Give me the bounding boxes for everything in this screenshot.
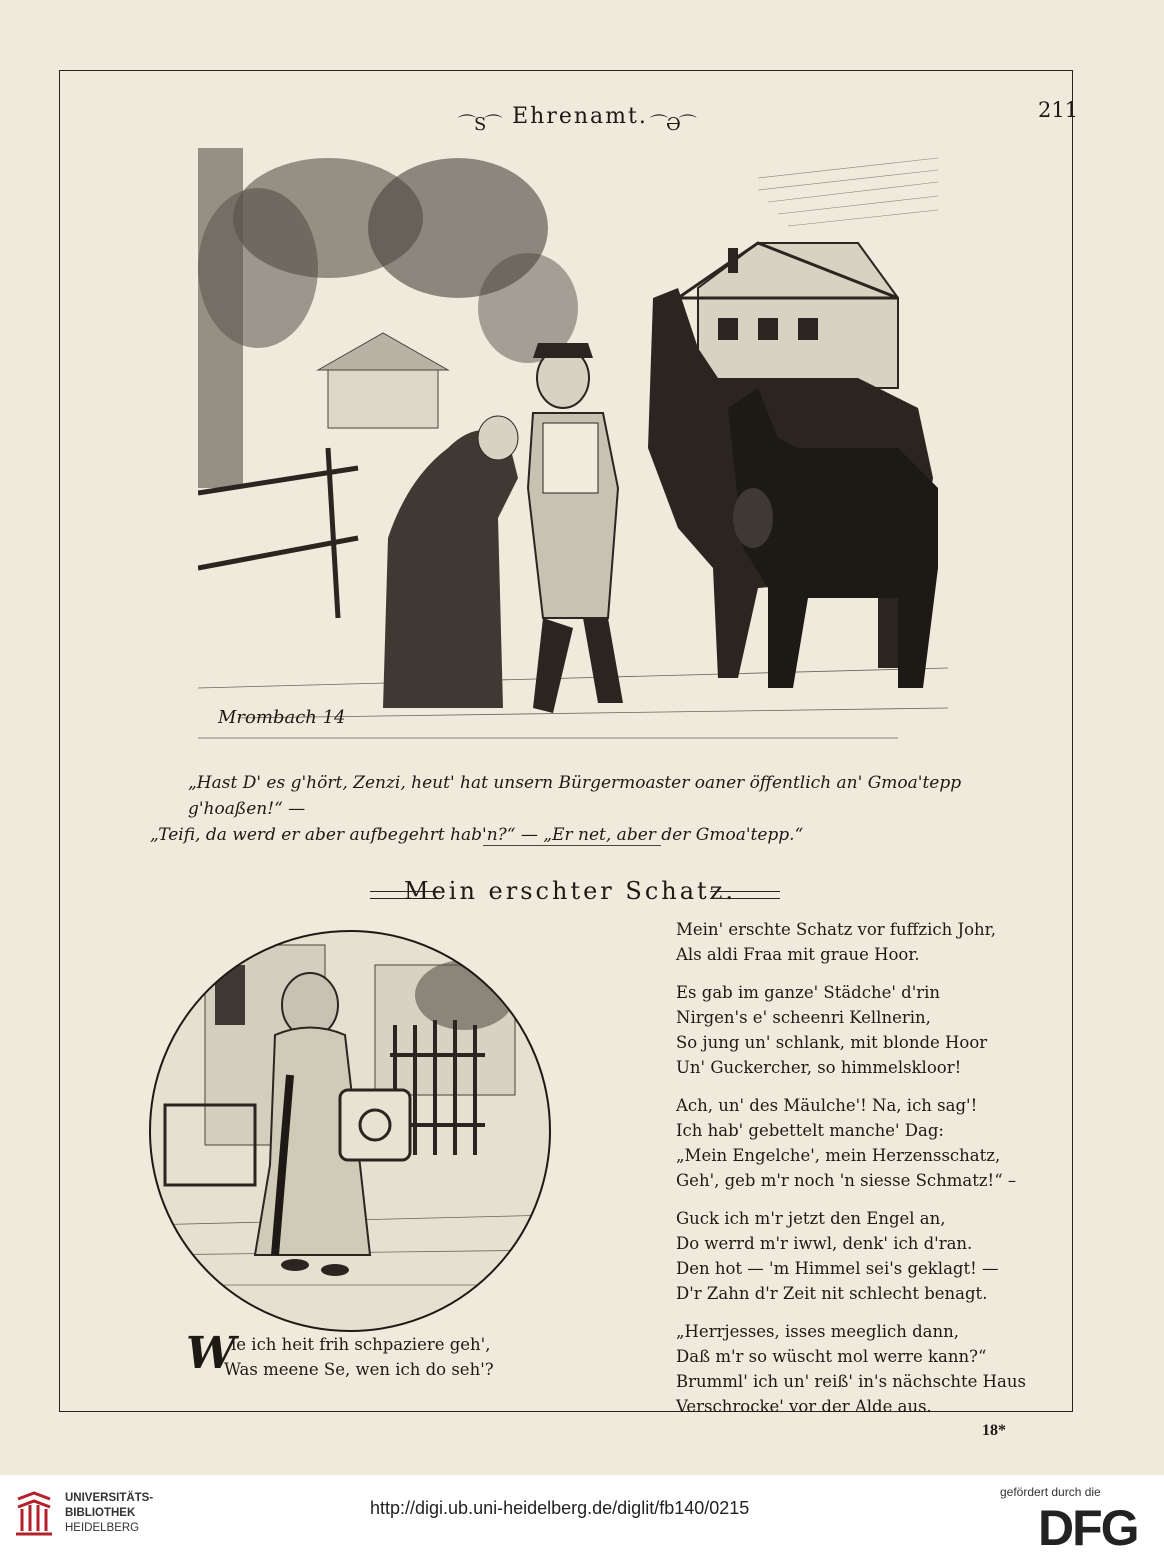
stanza — [676, 980, 1016, 1080]
caption-line-1: „Hast D' es g'hört, Zenzi, heut' hat unsern Bürgermoaster oaner öffentlich an' Gmoa'tepp g'hoaßen!“ — — [188, 773, 962, 819]
drop-capital: W — [186, 1328, 236, 1379]
artist-signature: Mrombach 14 — [218, 707, 346, 728]
library-line-3: HEIDELBERG — [65, 1522, 140, 1534]
page-number: 211 — [1038, 98, 1079, 122]
stanza — [676, 1093, 1016, 1193]
farmer-horses-illustration — [198, 148, 948, 752]
verse-line: D'r Zahn d'r Zeit nit schlecht benagt. — [676, 1284, 988, 1303]
poem-title-block — [350, 875, 790, 909]
verse-line: Ach, un' des Mäulche'! Na, ich sag'! — [676, 1096, 978, 1115]
old-woman-vignette — [145, 925, 555, 1337]
university-library-logo-icon — [14, 1491, 54, 1537]
intro-line-2: Was meene Se, wen ich do seh'? — [224, 1360, 494, 1379]
library-line-2: BIBLIOTHEK — [65, 1507, 136, 1519]
illustration-caption — [150, 770, 1030, 848]
stanza — [676, 917, 1016, 967]
sheet-signature-mark: 18* — [982, 1422, 1006, 1439]
running-header — [0, 98, 1164, 138]
verse-line: Es gab im ganze' Städche' d'rin — [676, 983, 941, 1002]
section-divider — [483, 845, 661, 846]
verse-line: Nirgen's e' scheenri Kellnerin, — [676, 1008, 931, 1027]
caption-line-2: „Teifi, da werd er aber aufbegehrt hab'n?“ — „Er net, aber der Gmoa'tepp.“ — [150, 825, 804, 845]
verse-line: Brumml' ich un' reiß' in's nächschte Haus — [676, 1372, 1026, 1391]
verse-line: Ich hab' gebettelt manche' Dag: — [676, 1121, 944, 1140]
poem-body — [676, 917, 1026, 1432]
verse-line: Do werrd m'r iwwl, denk' ich d'ran. — [676, 1234, 973, 1253]
viewer-footer — [0, 1475, 1164, 1565]
library-line-1: UNIVERSITÄTS- — [65, 1492, 154, 1504]
verse-line: Daß m'r so wüscht mol werre kann?“ — [676, 1347, 987, 1366]
title-rule-right — [710, 891, 780, 899]
ornament-left-icon: ⌒S⌒ — [458, 114, 501, 135]
running-title: Ehrenamt. — [512, 104, 648, 129]
verse-line: Geh', geb m'r noch 'n siesse Schmatz!“ – — [676, 1171, 1017, 1190]
verse-line: Un' Guckercher, so himmelskloor! — [676, 1058, 962, 1077]
verse-line: Verschrocke' vor der Alde aus. — [676, 1397, 932, 1416]
poem-title: Mein erschter Schatz. — [404, 877, 736, 905]
permalink-url[interactable]: http://digi.ub.uni-heidelberg.de/diglit/fb140/0215 — [370, 1498, 750, 1518]
funding-note: gefördert durch die — [1000, 1485, 1101, 1499]
verse-line: „Herrjesses, isses meeglich dann, — [676, 1322, 960, 1341]
library-name — [65, 1491, 153, 1536]
verse-line: Mein' erschte Schatz vor fuffzich Johr, — [676, 920, 996, 939]
ornament-right-icon: ⌒Ə⌒ — [650, 114, 695, 135]
verse-line: Den hot — 'm Himmel sei's geklagt! — — [676, 1259, 999, 1278]
verse-line: So jung un' schlank, mit blonde Hoor — [676, 1033, 988, 1052]
intro-line-1: ie ich heit frih schpaziere geh', — [231, 1335, 491, 1354]
stanza — [676, 1319, 1026, 1419]
verse-line: Guck ich m'r jetzt den Engel an, — [676, 1209, 946, 1228]
verse-line: Als aldi Fraa mit graue Hoor. — [676, 945, 920, 964]
stanza — [676, 1206, 1016, 1306]
dfg-logo: DFG — [1038, 1500, 1138, 1556]
poem-intro — [186, 1328, 526, 1382]
verse-line: „Mein Engelche', mein Herzensschatz, — [676, 1146, 1001, 1165]
